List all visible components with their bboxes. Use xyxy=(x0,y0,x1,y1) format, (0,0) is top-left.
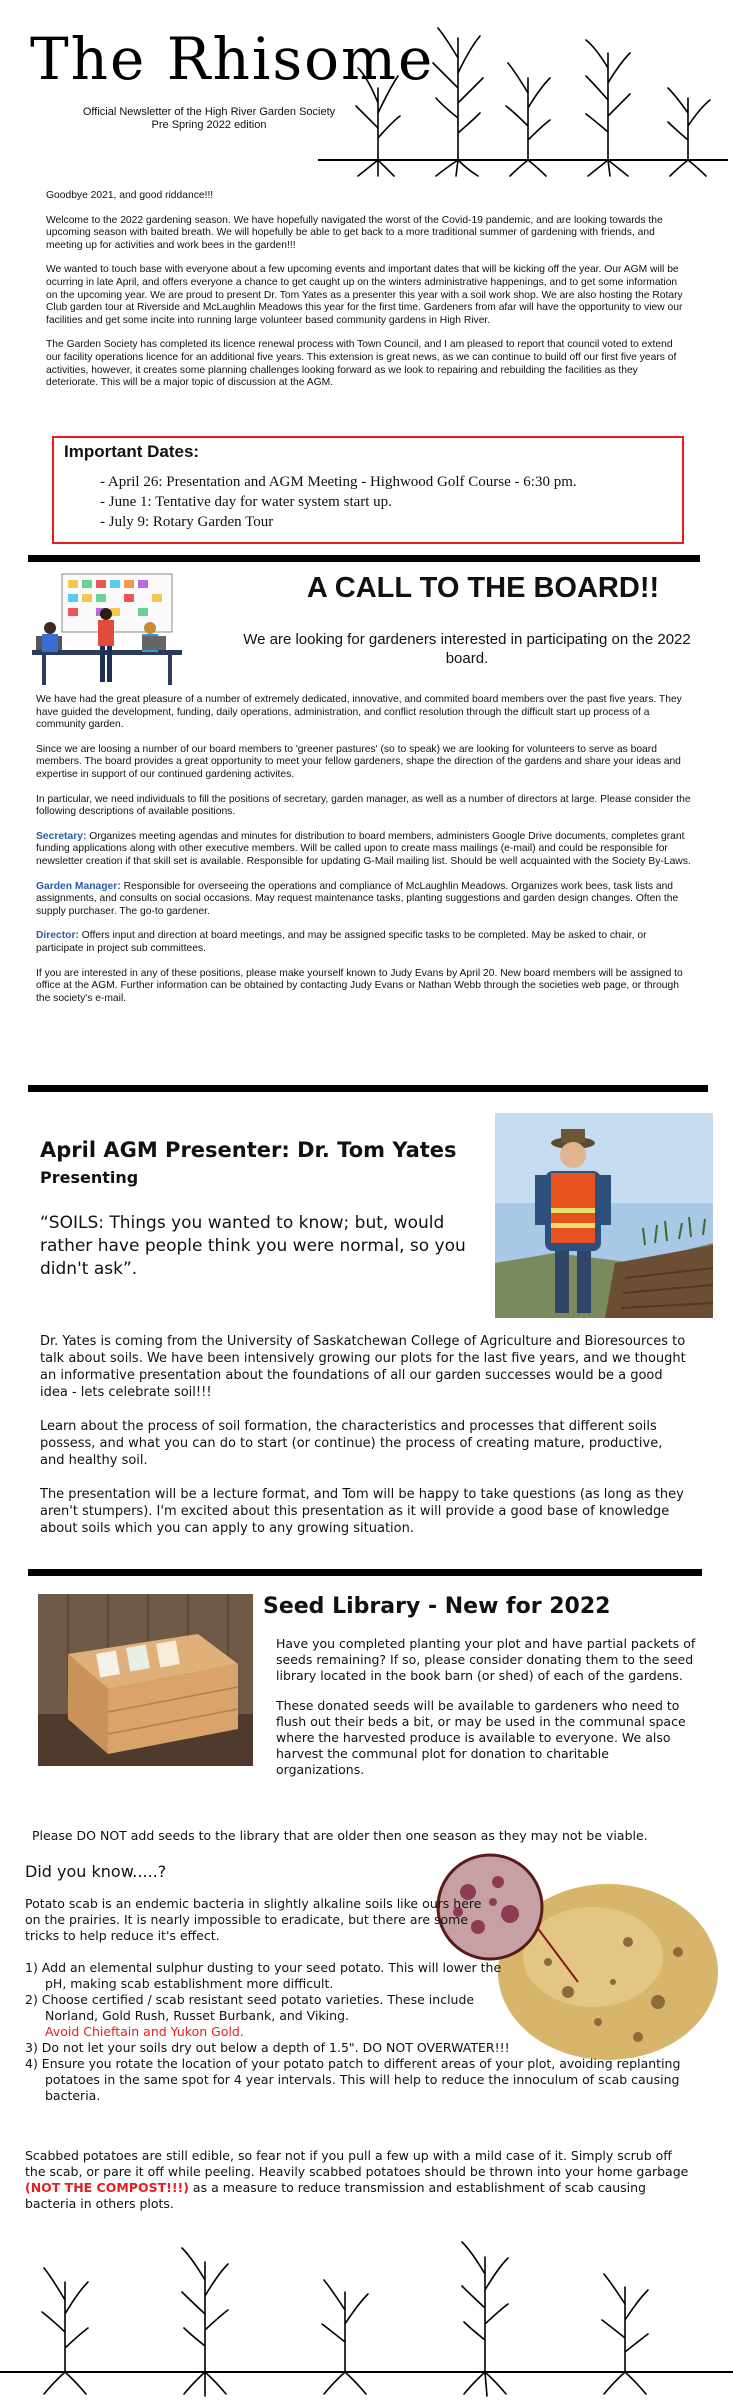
important-dates-box xyxy=(52,436,684,544)
scab-closing-text: Scabbed potatoes are still edible, so fear not if you pull a few up with a mild case of it. Simply scrub off the scab, or pare it off while peeling. Heavily scabbed potatoes should be thrown into your home garbage (NOT THE COMPOST!!!) as a measure to reduce transmission and establishment of scab causing bacteria in others plots. xyxy=(25,2148,689,2211)
sprout-5 xyxy=(668,88,710,176)
newsletter-title: The Rhisome xyxy=(30,25,435,93)
director-description: Director: Offers input and direction at board meetings, and may be assigned specific tasks to be completed. May be asked to chair, or participate in project sub committees. xyxy=(36,930,647,954)
avoid-varieties-note: Avoid Chieftain and Yukon Gold. xyxy=(45,2024,244,2039)
board-text: We have had the great pleasure of a number of extremely dedicated, innovative, and commited board members over the past five years. They have guided the development, funding, daily operations, administration, and conflict resolution through the difficult start up process of a community garden. Since we are loosing a number of our board members to 'greener pastures' (so to speak) we are looking for volunteers to serve as board members. The board provides a great opportunity to meet your fellow gardeners, shape the direction of the gardens and share your ideas and expertise in support of our continued gardening activites. In particular, we need individuals to fill the positions of secretary, garden manager, as well as a number of directors at large. Please consider the following descriptions of available positions. Secretary: Organizes meeting agendas and minutes for distribution to board members, administers Google Drive documents, completes grant funding applications along with other executive members. Will be called upon to create mass mailings (e-mail) and could be responsible for newsletter creation if that skill set is available. Responsible for updating G-Mail mailing list. Should be well acquainted with the Society By-Laws. Garden Manager: Responsible for overseeing the operations and compliance of McLaughlin Meadows. Organizes work bees, task lists and assignments, and consults on social occasions. May request maintenance tasks, planting suggestions and garden design changes. Often the supply purchaser. The go-to gardener. Director: Offers input and direction at board meetings, and may be assigned specific tasks to be completed. May be asked to chair, or participate in project sub committees. If you are interested in any of these positions, please make yourself known to Judy Evans by April 20. New board members will be assigned to office at the AGM. Further information can be obtained by contacting Judy Evans or Nathan Webb through the societies web page, or through the society's e-mail. xyxy=(36,694,691,1004)
garden-manager-description: Garden Manager: Responsible for overseeing the operations and compliance of McLaughlin Meadows. Organizes work bees, task lists and assignments, and consults on social occasions. May request maintenance tasks, planting suggestions and garden design changes. Often the supply purchaser. The go-to gardener. xyxy=(36,880,679,917)
newsletter-subtitle: Official Newsletter of the High River Garden Society Pre Spring 2022 edition xyxy=(82,106,336,131)
section-divider xyxy=(28,1569,702,1576)
date-item: - June 1: Tentative day for water system start up. xyxy=(100,494,392,510)
root-sprouts-illustration xyxy=(318,18,728,178)
agm-presenting: Presenting xyxy=(40,1168,139,1187)
potato-scab-intro: Potato scab is an endemic bacteria in slightly alkaline soils like ours here on the prairies. It is nearly impossible to eradicate, but there are some tricks to help reduce it's effect. xyxy=(25,1896,482,1943)
agm-text: Dr. Yates is coming from the University of Saskatchewan College of Agriculture and Bioresources to talk about soils. We have been intensively growing our plots for the last five years, and we thought an informative presentation about the foundations of all our garden successes would be a good idea - lets celebrate soil!!! Learn about the process of soil formation, the characteristics and processes that different soils possess, and what you can do to start (or continue) the process of creating mature, productive, and healthy soil. The presentation will be a lecture format, and Tom will be happy to take questions (as long as they aren't stumpers). I'm excited about this presentation as it will provide a good base of knowledge about soils which you can apply to any growing situation. xyxy=(40,1334,686,1536)
not-compost-warning: (NOT THE COMPOST!!!) xyxy=(25,2180,189,2195)
sprout-2 xyxy=(433,28,483,176)
footer-roots-illustration xyxy=(0,2222,733,2400)
seed-library-note: Please DO NOT add seeds to the library that are older then one season as they may not be viable. xyxy=(32,1828,648,1843)
footer-sprout xyxy=(42,2268,88,2394)
sprout-4 xyxy=(586,40,630,176)
seed-library-title: Seed Library - New for 2022 xyxy=(263,1594,611,1619)
board-title: A CALL TO THE BOARD!! xyxy=(306,572,660,604)
tip-item: 3) Do not let your soils dry out below a depth of 1.5". DO NOT OVERWATER!!! xyxy=(25,2040,510,2055)
footer-sprout xyxy=(602,2274,648,2394)
tip-item: 2) Choose certified / scab resistant seed potato varieties. These include Norland, Gold Rush, Russet Burbank, and Viking. xyxy=(25,1992,475,2023)
footer-sprout xyxy=(322,2280,368,2394)
tip-item: 1) Add an elemental sulphur dusting to your seed potato. This will lower the pH, making scab establishment more difficult. xyxy=(25,1960,502,1991)
board-subtitle: We are looking for gardeners interested in participating on the 2022 board. xyxy=(243,631,691,667)
tip-item: 4) Ensure you rotate the location of your potato patch to different areas of your plot, avoiding replanting potatoes in the same spot for 4 year intervals. This will help to reduce the innoculum of scab causing bacteria. xyxy=(25,2056,681,2103)
meeting-illustration xyxy=(32,572,192,687)
secretary-description: Secretary: Organizes meeting agendas and minutes for distribution to board members, administers Google Drive documents, completes grant funding applications along with other executive members. Will be called upon to create mass mailings (e-mail) and could be responsible for newsletter creation if that skill set is available. Responsible for updating G-Mail mailing list. Should be well acquainted with the Society By-Laws. xyxy=(36,830,691,867)
section-divider xyxy=(28,555,700,562)
director-label: Director: xyxy=(36,930,79,942)
agm-title: April AGM Presenter: Dr. Tom Yates xyxy=(40,1138,457,1162)
potato-scab-tips xyxy=(25,1960,690,2104)
date-item: - July 9: Rotary Garden Tour xyxy=(100,514,274,530)
important-dates-list xyxy=(100,472,690,532)
important-dates-heading: Important Dates: xyxy=(64,442,200,461)
presenter-photo xyxy=(495,1113,713,1318)
date-item: - April 26: Presentation and AGM Meeting - Highwood Golf Course - 6:30 pm. xyxy=(100,474,577,490)
did-you-know-title: Did you know.....? xyxy=(25,1862,167,1881)
intro-text: Goodbye 2021, and good riddance!!! Welcome to the 2022 gardening season. We have hopefully navigated the worst of the Covid-19 pandemic, and are looking towards the upcoming season with baited breath. We will hopefully be able to get back to a more traditional summer of gardening with friends, and meeting up for activities and work bees in the garden!!! We wanted to touch base with everyone about a few upcoming events and important dates that will be kicking off the year. Our AGM will be ocurring in late April, and offers everyone a chance to get caught up on the winters administrative happenings, and to get some information on the upcoming year. We are proud to present Dr. Tom Yates as a presenter this year with a soil work shop. We are also hosting the Rotary Club garden tour at Riverside and McLaughlin Meadows this year for the first time. Gardeners from afar will have the opportunity to view our facilities and get some incite into running large volunteer based community gardens in High River. The Garden Society has completed its licence renewal process with Town Council, and I am pleased to report that council voted to extend our facility operations licence for an additional five years. This extension is great news, as we can continue to build off our first five years of activities, however, it creates some planning challenges looking forward as we look to repairing and rebuilding the facilities as they deteriorate. This will be a major topic of discussion at the AGM. xyxy=(46,190,683,389)
seed-library-text: Have you completed planting your plot and have partial packets of seeds remaining? If so, please consider donating them to the seed library located in the book barn (or shed) of each of the gardens. These donated seeds will be available to gardeners who need to flush out their beds a bit, or may be used in the communal space where the harvested produce is available to everyone. We also harvest the communal plot for donation to charitable organizations. xyxy=(276,1636,696,1777)
section-divider xyxy=(28,1085,708,1092)
agm-quote: “SOILS: Things you wanted to know; but, would rather have people think you were normal, so you didn't ask”. xyxy=(40,1213,466,1279)
secretary-label: Secretary: xyxy=(36,830,87,842)
garden-manager-label: Garden Manager: xyxy=(36,880,121,892)
footer-sprout xyxy=(182,2248,228,2396)
seed-library-box-photo xyxy=(38,1594,253,1766)
